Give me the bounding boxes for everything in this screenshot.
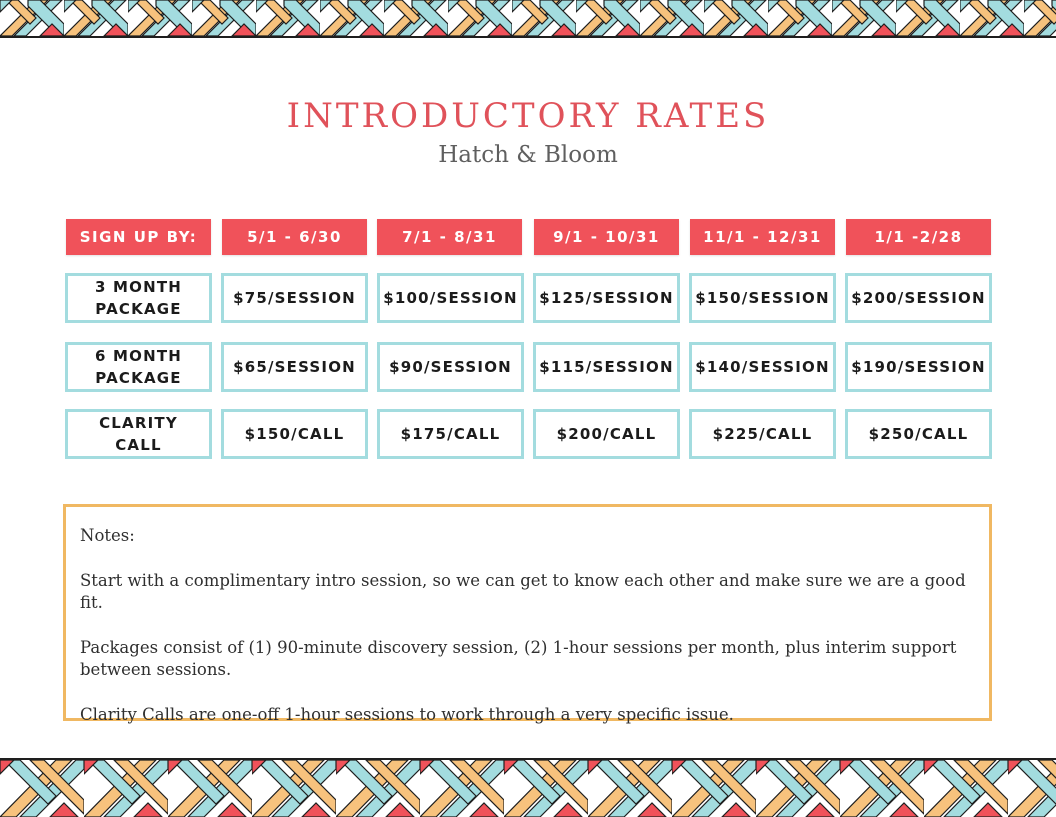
row-label-clarity-call (65, 409, 212, 459)
price-cell: $115/SESSION (533, 342, 680, 392)
date-range-header-5: 1/1 -2/28 (846, 219, 991, 255)
notes-paragraph: Start with a complimentary intro session, so we can get to know each other and make sure we are a good fit. (80, 571, 966, 612)
row-label-6-month-package (65, 342, 212, 392)
price-cell: $225/CALL (689, 409, 836, 459)
date-range-header-2: 7/1 - 8/31 (377, 219, 522, 255)
page-title: INTRODUCTORY RATES (286, 96, 770, 136)
price-cell: $250/CALL (845, 409, 992, 459)
row-label-line: PACKAGE (95, 369, 182, 387)
row-label-line: 3 MONTH (94, 278, 183, 296)
notes-paragraph: Clarity Calls are one-off 1-hour sessions to work through a very specific issue. (80, 705, 734, 724)
row-label-3-month-package (65, 273, 212, 323)
notes-paragraph: Packages consist of (1) 90-minute discovery session, (2) 1-hour sessions per month, plus interim support between sessions. (80, 638, 957, 679)
row-label-line: CLARITY (99, 414, 178, 432)
date-range-header-4: 11/1 - 12/31 (690, 219, 835, 255)
price-cell: $65/SESSION (221, 342, 368, 392)
bottom-pattern-graphic (0, 760, 1056, 817)
price-cell: $175/CALL (377, 409, 524, 459)
top-pattern-graphic (0, 0, 1056, 36)
row-label-line: 6 MONTH (94, 347, 183, 365)
date-range-header-3: 9/1 - 10/31 (534, 219, 679, 255)
price-cell: $200/CALL (533, 409, 680, 459)
sign-up-by-header: SIGN UP BY: (66, 219, 211, 255)
price-cell: $125/SESSION (533, 273, 680, 323)
price-cell: $100/SESSION (377, 273, 524, 323)
notes-heading: Notes: (80, 526, 135, 545)
price-cell: $190/SESSION (845, 342, 992, 392)
price-cell: $150/SESSION (689, 273, 836, 323)
row-label-line: PACKAGE (95, 300, 182, 318)
price-cell: $140/SESSION (689, 342, 836, 392)
price-cell: $75/SESSION (221, 273, 368, 323)
price-cell: $150/CALL (221, 409, 368, 459)
bottom-border-pattern (0, 758, 1056, 817)
price-cell: $200/SESSION (845, 273, 992, 323)
price-cell: $90/SESSION (377, 342, 524, 392)
date-range-header-1: 5/1 - 6/30 (222, 219, 367, 255)
business-name: Hatch & Bloom (438, 142, 618, 168)
top-border-pattern (0, 0, 1056, 38)
notes-box (63, 504, 992, 724)
row-label-line: CALL (115, 436, 162, 454)
